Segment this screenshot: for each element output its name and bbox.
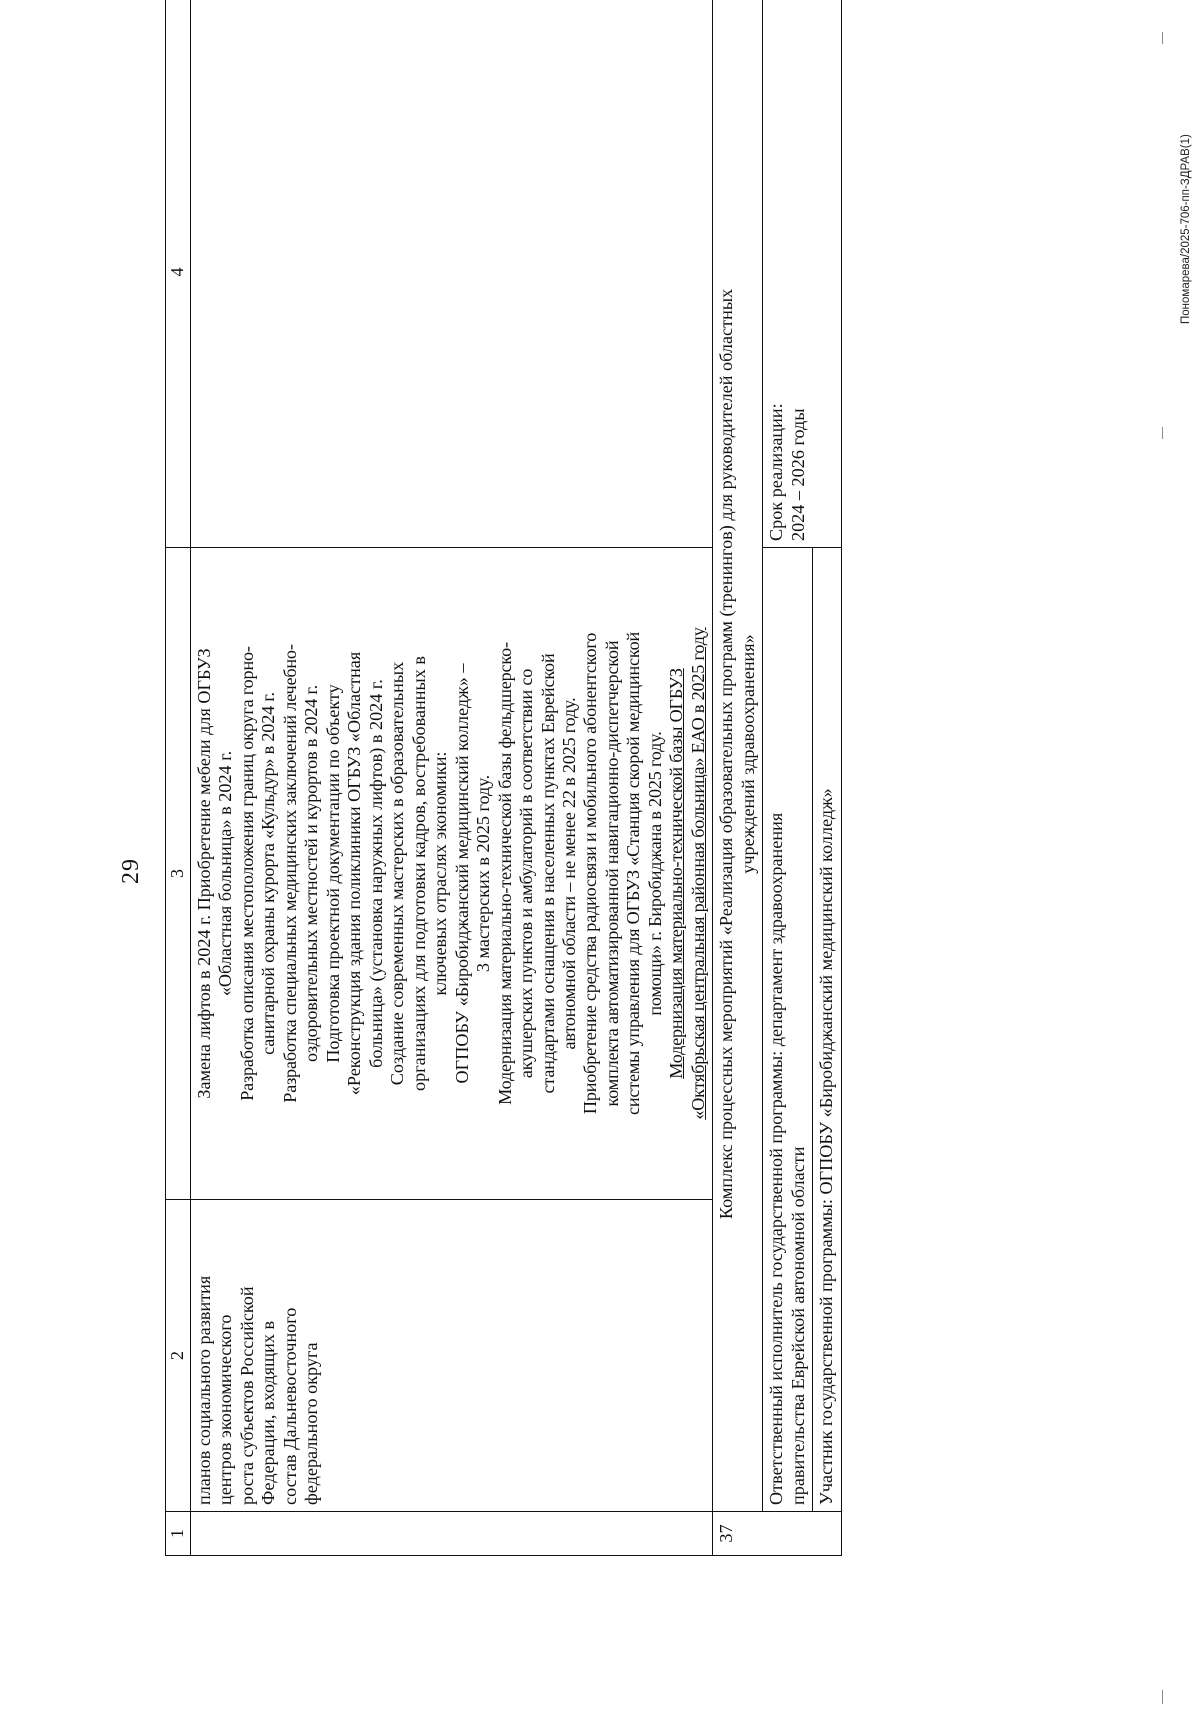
row-number-cell: 37: [713, 1512, 841, 1556]
description-item: ОГПОБУ «Биробиджанский медицинский колледж» – 3 мастерских в 2025 году.: [451, 663, 494, 1084]
description-item: Модернизация материально-технической базы ОГБУЗ «Октябрьская центральная районная больница» ЕАО в 2025 году: [666, 627, 708, 1120]
term-value: 2024 – 2026 годы: [787, 408, 808, 541]
responsible-executor-text: Ответственный исполнитель государственной программы: департамент здравоохранения правительства Еврейской автономной области: [766, 812, 808, 1505]
description-item: Приобретение средства радиосвязи и мобильного абонентского комплекта автоматизированной навигационно-диспетчерской системы управления для ОГБУЗ «Станция скорой медицинской помощи» г. Биробиджана в 2025 году.: [580, 631, 665, 1116]
header-cell-3: 3: [166, 548, 191, 1200]
row-number-cell: [191, 1512, 713, 1556]
header-cell-2: 2: [166, 1200, 191, 1512]
header-cell-1: 1: [166, 1512, 191, 1556]
page-number: 29: [118, 858, 144, 884]
program-table: [165, 0, 842, 1556]
responsible-executor-cell: [763, 548, 813, 1512]
table-row: [713, 0, 763, 1556]
description-item: Создание современных мастерских в образовательных организациях для подготовки кадров, востребованных в ключевых отраслях экономики:: [387, 656, 451, 1091]
program-participant-text: Участник государственной программы: ОГПОБУ «Биробиджанский медицинский колледж»: [816, 788, 837, 1505]
task-description-cell: [191, 548, 713, 1200]
table-row: [763, 0, 813, 1556]
margin-tick-mark: [1162, 32, 1163, 44]
program-participant-cell: [813, 548, 841, 1512]
margin-tick-mark: [1162, 427, 1163, 439]
task-name-cell: [191, 1200, 713, 1512]
description-item: Замена лифтов в 2024 г. Приобретение мебели для ОГБУЗ «Областная больница» в 2024 г.: [194, 648, 236, 1099]
table-header-row: [166, 0, 191, 1556]
description-item: Разработка описания местоположения границ округа горно- санитарной охраны курорта «Кульдур» в 2024 г.: [236, 646, 279, 1101]
description-item: Подготовка проектной документации по объекту «Реконструкция здания поликлиники ОГБУЗ «Областная больница» (установка наружных лифтов) в 2024 г.: [322, 651, 386, 1096]
extra-cell: [191, 0, 713, 548]
process-complex-cell: Комплекс процессных мероприятий «Реализация образовательных программ (тренингов) для руководителей областных учреждений здравоохранения»: [713, 0, 763, 1512]
document-reference: Пономарева/2025-706-пп-ЗДРАВ(1): [1180, 134, 1192, 324]
implementation-term-cell: [763, 0, 841, 548]
margin-tick-mark: [1162, 1690, 1163, 1704]
table-row: [191, 0, 713, 1556]
description-item: Модернизация материально-технической базы фельдшерско- акушерских пунктов и амбулаторий в соответствии со стандартами оснащения в населенных пунктах Еврейской автономной области – не менее 22 в 2025 году.: [494, 642, 579, 1105]
description-item: Разработка специальных медицинских заключений лечебно- оздоровительных местностей и курортов в 2024 г.: [279, 644, 322, 1103]
task-name-text: планов социального развития центров экономического роста субъектов Российской Федерации, входящих в состав Дальневосточного федерального округа: [194, 1275, 322, 1505]
header-cell-4: 4: [166, 0, 191, 548]
term-label: Срок реализации:: [766, 403, 787, 541]
